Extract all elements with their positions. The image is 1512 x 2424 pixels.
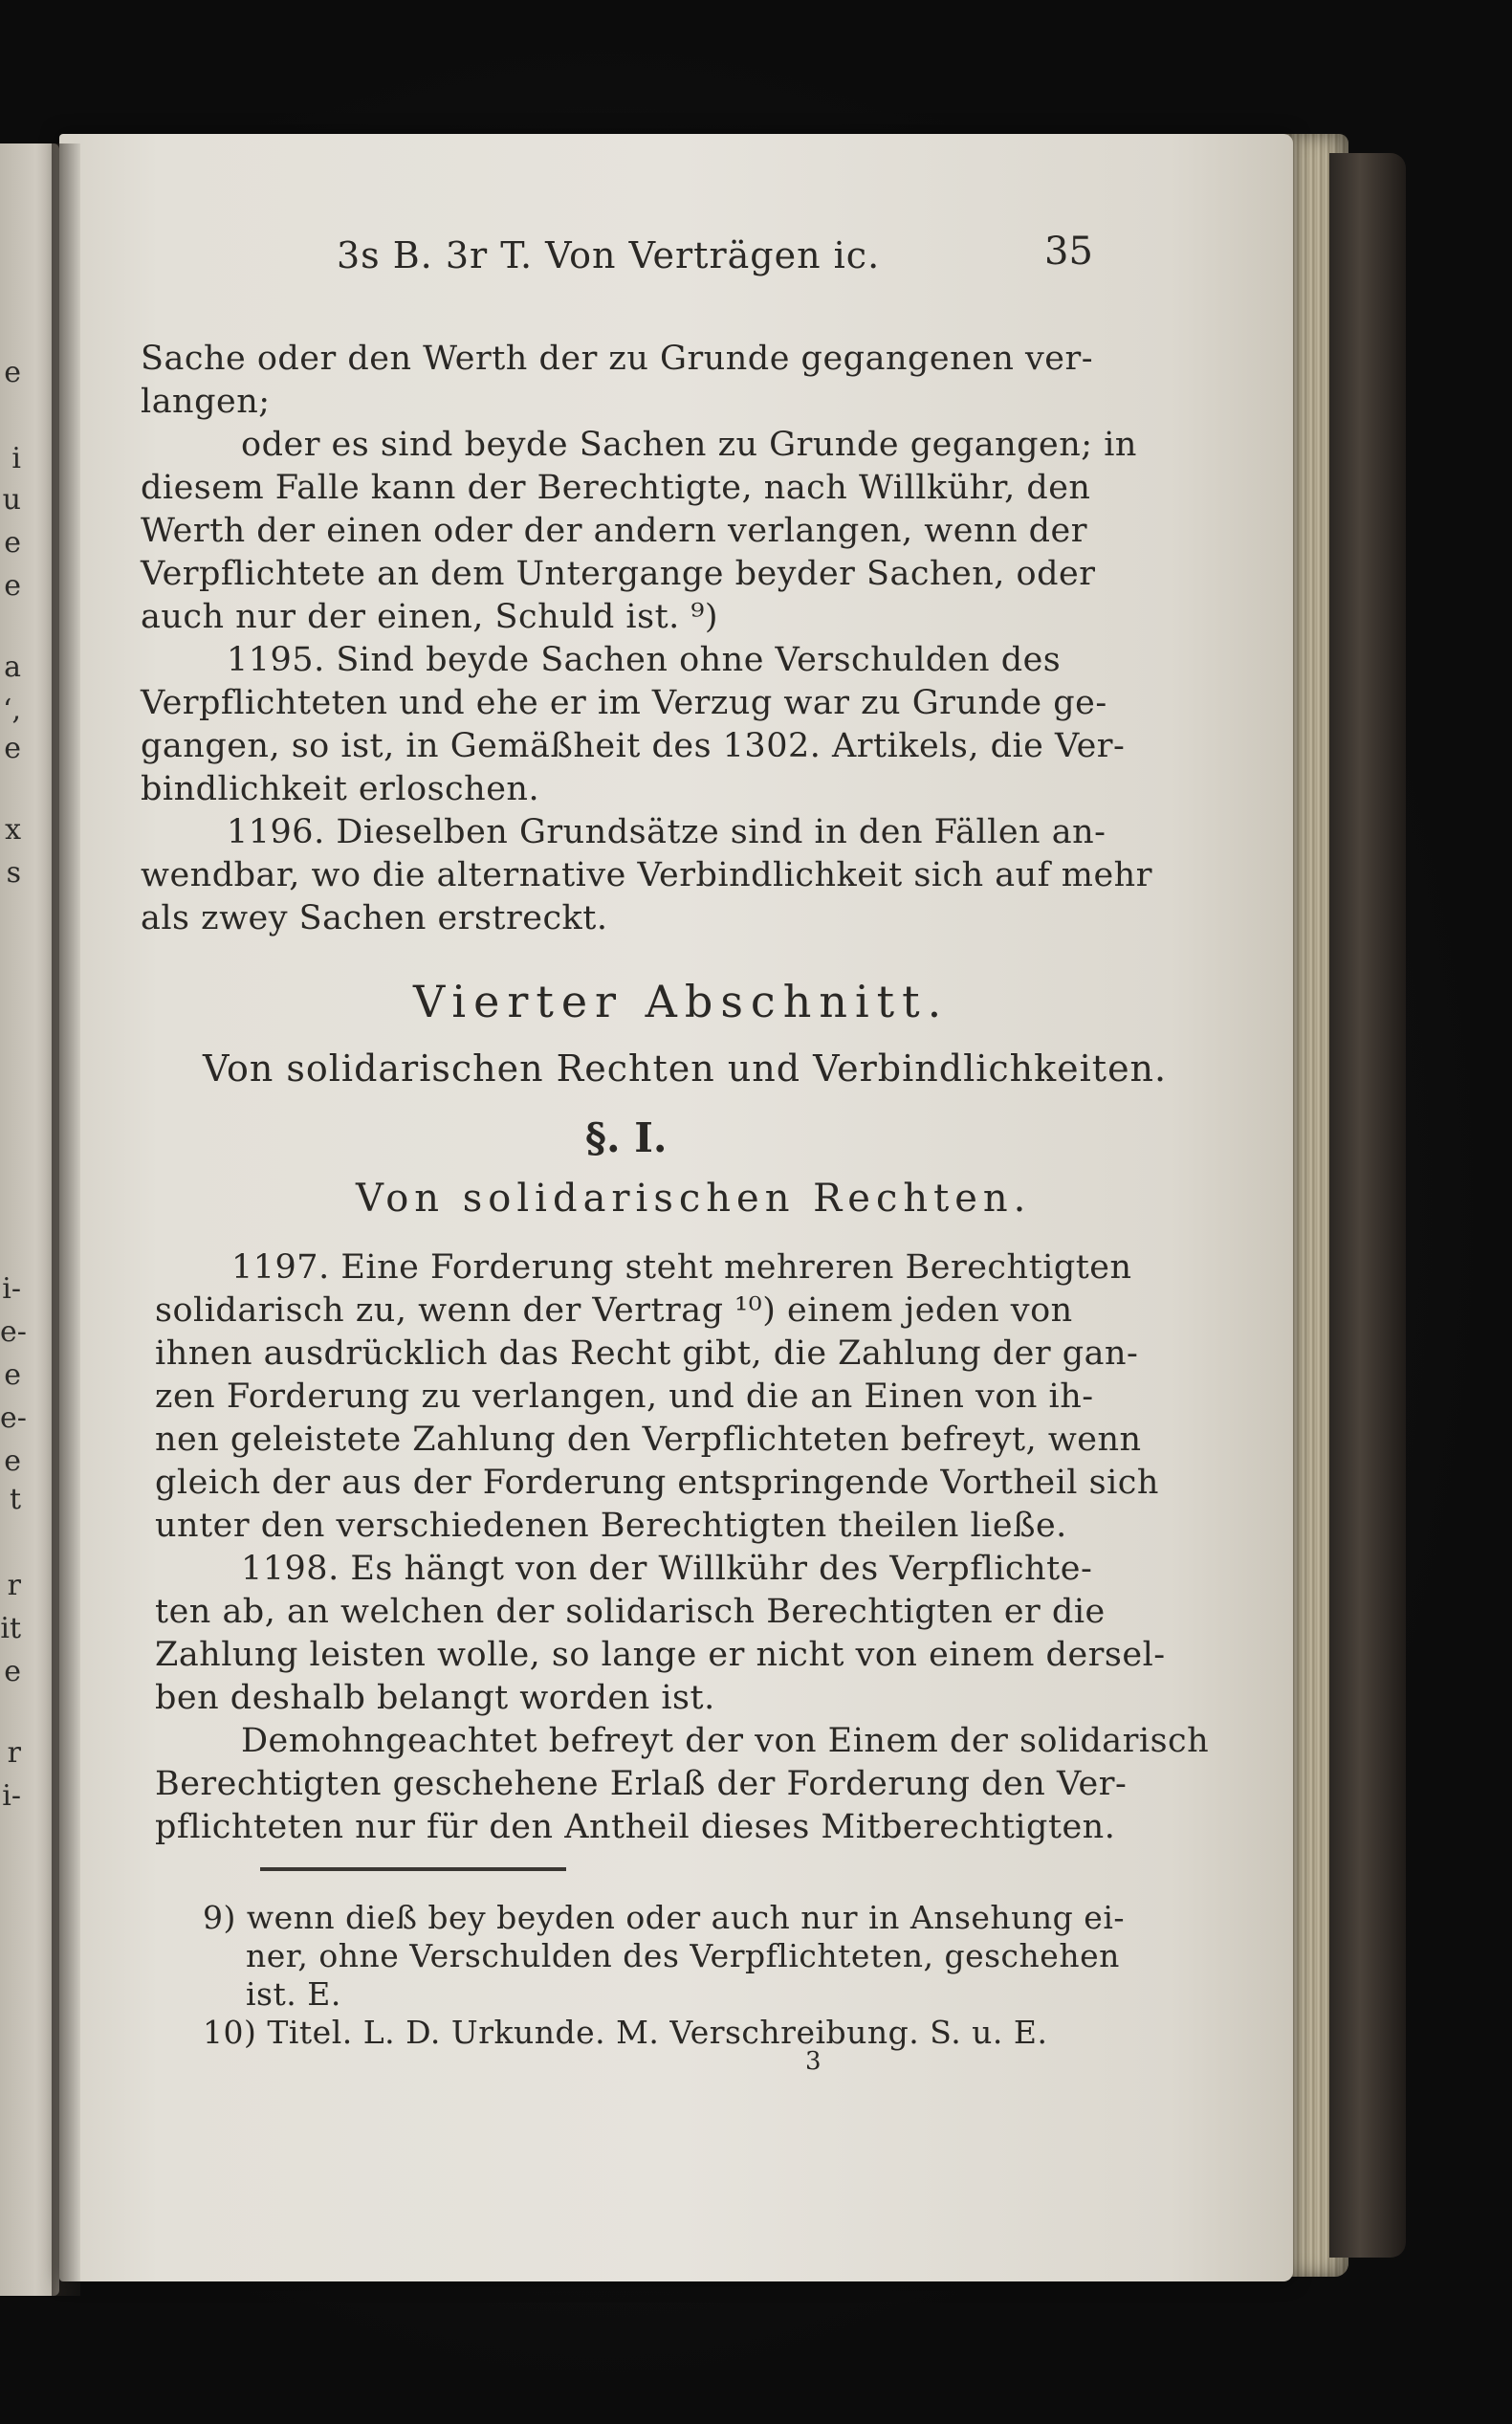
body-line: solidarisch zu, wenn der Vertrag ¹⁰) einem jeden von [155, 1291, 1073, 1330]
body-line: gangen, so ist, in Gemäßheit des 1302. Artikels, die Ver- [141, 727, 1126, 765]
margin-glyph: i [11, 442, 21, 475]
margin-glyph: r [7, 1736, 21, 1770]
margin-glyph: e [4, 1444, 21, 1478]
margin-glyph: t [9, 1483, 21, 1516]
body-line: Werth der einen oder der andern verlangen, wenn der [141, 512, 1087, 550]
margin-glyph: s [6, 856, 21, 890]
margin-glyph: i- [2, 1272, 21, 1306]
body-line: Sache oder den Werth der zu Grunde gegangenen ver- [141, 340, 1094, 378]
body-line: pflichteten nur für den Antheil dieses Mitberechtigten. [155, 1808, 1116, 1846]
signature-mark: 3 [805, 2047, 822, 2076]
margin-glyph: e [4, 1358, 21, 1392]
section-subheading: Von solidarischen Rechten und Verbindlichkeiten. [203, 1047, 1168, 1090]
footnote-line: ist. E. [246, 1975, 341, 2013]
margin-glyph: a [4, 650, 21, 684]
body-line: Verpflichtete an dem Untergange beyder Sachen, oder [141, 555, 1096, 593]
body-line: langen; [141, 383, 271, 421]
margin-glyph: e [4, 732, 21, 765]
margin-glyph: x [5, 813, 21, 847]
body-line: 1196. Dieselben Grundsätze sind in den Fällen an- [227, 813, 1107, 851]
paragraph-title: Von solidarischen Rechten. [356, 1177, 1032, 1221]
book-page [59, 134, 1293, 2281]
body-line: Zahlung leisten wolle, so lange er nicht von einem dersel- [155, 1636, 1166, 1674]
margin-glyph: r [7, 1569, 21, 1602]
paragraph-mark: §. I. [585, 1114, 668, 1161]
body-line: Demohngeachtet befreyt der von Einem der solidarisch [241, 1722, 1210, 1760]
margin-glyph: u [2, 483, 21, 517]
body-line: 1198. Es hängt von der Willkühr des Verpflichte- [241, 1550, 1093, 1588]
running-head: 3s B. 3r T. Von Verträgen ic. [337, 234, 881, 276]
margin-glyph: e [4, 356, 21, 389]
footnote-rule [260, 1867, 566, 1871]
margin-glyph: ʻ, [2, 694, 21, 727]
page-number: 35 [1044, 230, 1093, 274]
body-line: wendbar, wo die alternative Verbindlichkeit sich auf mehr [141, 856, 1152, 894]
body-line: zen Forderung zu verlangen, und die an Einen von ih- [155, 1377, 1094, 1416]
body-line: Verpflichteten und ehe er im Verzug war zu Grunde ge- [141, 684, 1107, 722]
body-line: ten ab, an welchen der solidarisch Berechtigten er die [155, 1593, 1106, 1631]
margin-glyph: e [4, 1655, 21, 1688]
book-cover-edge [1329, 153, 1406, 2258]
margin-glyph: e [4, 569, 21, 603]
margin-glyph: e- [0, 1315, 27, 1349]
margin-glyph: i- [2, 1779, 21, 1813]
footnote-line: 10) Titel. L. D. Urkunde. M. Verschreibung. S. u. E. [203, 2014, 1048, 2051]
body-line: auch nur der einen, Schuld ist. ⁹) [141, 598, 719, 636]
body-line: gleich der aus der Forderung entspringende Vortheil sich [155, 1464, 1159, 1502]
body-line: 1197. Eine Forderung steht mehreren Berechtigten [231, 1248, 1132, 1287]
body-line: bindlichkeit erloschen. [141, 770, 540, 808]
body-line: ihnen ausdrücklich das Recht gibt, die Zahlung der gan- [155, 1334, 1139, 1373]
gutter-shadow [52, 143, 80, 2296]
body-line: oder es sind beyde Sachen zu Grunde gegangen; in [241, 426, 1137, 464]
body-line: diesem Falle kann der Berechtigte, nach Willkühr, den [141, 469, 1091, 507]
margin-glyph: it [0, 1612, 21, 1645]
facing-page-edge [0, 143, 59, 2296]
body-line: unter den verschiedenen Berechtigten theilen ließe. [155, 1507, 1067, 1545]
body-line: ben deshalb belangt worden ist. [155, 1679, 715, 1717]
footnote-line: 9) wenn dieß bey beyden oder auch nur in Ansehung ei- [203, 1899, 1126, 1936]
footnote-line: ner, ohne Verschulden des Verpflichteten, geschehen [246, 1937, 1120, 1974]
margin-glyph: e [4, 526, 21, 560]
margin-glyph: e- [0, 1401, 27, 1435]
body-line: Berechtigten geschehene Erlaß der Forderung den Ver- [155, 1765, 1128, 1803]
body-line: nen geleistete Zahlung den Verpflichteten befreyt, wenn [155, 1421, 1142, 1459]
body-line: 1195. Sind beyde Sachen ohne Verschulden des [227, 641, 1062, 679]
body-line: als zwey Sachen erstreckt. [141, 899, 608, 937]
section-heading: Vierter Abschnitt. [413, 976, 950, 1027]
